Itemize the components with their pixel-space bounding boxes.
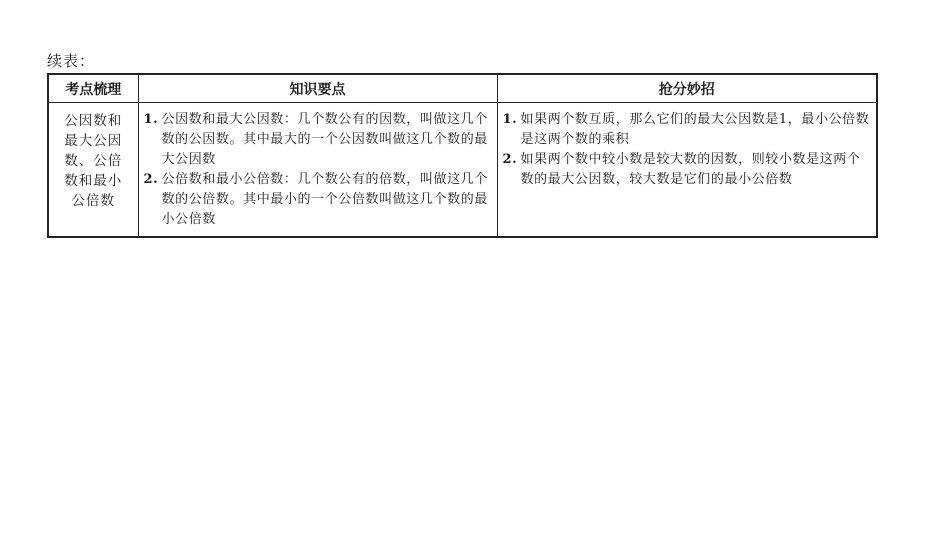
knowledge-item <box>144 110 491 170</box>
table-header-row <box>48 74 877 103</box>
item-number: 2. <box>502 152 518 167</box>
topic-line: 数、公倍 <box>64 153 123 169</box>
topic-line: 最大公因 <box>64 133 123 149</box>
table-caption: 续表： <box>47 52 96 70</box>
knowledge-cell <box>138 103 497 238</box>
topic-line: 数和最小 <box>64 173 123 189</box>
knowledge-item <box>144 170 491 230</box>
knowledge-table <box>47 73 878 238</box>
tips-cell <box>497 103 877 238</box>
tip-item <box>503 150 871 190</box>
item-number: 1. <box>502 112 518 127</box>
topic-line: 公倍数 <box>71 193 115 209</box>
table-row <box>48 103 877 238</box>
header-topic: 考点梳理 <box>48 74 138 103</box>
item-text: 公倍数和最小公倍数：几个数公有的倍数，叫做这几个数的公倍数。其中最小的一个公倍数叫做这几个数的最小公倍数 <box>161 172 488 227</box>
item-text: 如果两个数中较小数是较大数的因数，则较小数是这两个数的最大公因数，较大数是它们的最小公倍数 <box>520 152 861 187</box>
header-knowledge: 知识要点 <box>138 74 497 103</box>
item-text: 公因数和最大公因数：几个数公有的因数，叫做这几个数的公因数。其中最大的一个公因数叫做这几个数的最大公因数 <box>161 112 488 167</box>
item-text: 如果两个数互质，那么它们的最大公因数是1，最小公倍数是这两个数的乘积 <box>520 112 870 147</box>
topic-line: 公因数和 <box>64 113 123 129</box>
tips-list <box>503 110 871 190</box>
tip-item <box>503 110 871 150</box>
item-number: 1. <box>143 112 159 127</box>
topic-cell <box>48 103 138 238</box>
header-tips: 抢分妙招 <box>497 74 877 103</box>
knowledge-list <box>144 110 491 230</box>
item-number: 2. <box>143 172 159 187</box>
